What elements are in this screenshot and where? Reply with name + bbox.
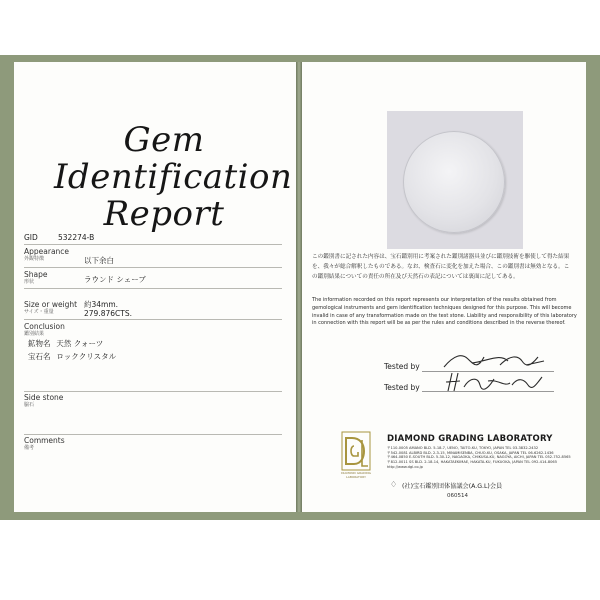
tested-by-label: Tested by [384, 362, 420, 371]
shape-value: ラウンド シェーブ [84, 275, 146, 284]
left-page [14, 62, 296, 512]
conclusion-row [28, 352, 116, 361]
divider [24, 244, 282, 245]
title-line: Gem [123, 120, 205, 160]
comments-label-jp: 備考 [24, 445, 35, 451]
weight-value: 279.876CTS. [84, 309, 132, 318]
report-title [54, 120, 293, 234]
shape-label: Shape [24, 270, 48, 279]
address-line: http://www.dgl.co.jp [387, 464, 423, 469]
tested-by-label: Tested by [384, 383, 420, 392]
logo-text: DIAMOND GRADING LABORATORY [341, 471, 371, 479]
report-code: 060514 [447, 493, 468, 499]
shape-label-jp: 形状 [24, 279, 35, 285]
conclusion-key: 宝石名 [28, 352, 51, 361]
size-weight-label: Size or weight [24, 300, 78, 309]
conclusion-key: 鉱物名 [28, 339, 51, 348]
divider [24, 319, 282, 320]
size-weight-label-jp: サイズ・重量 [24, 309, 54, 315]
divider [24, 391, 282, 392]
signature-2 [438, 369, 550, 393]
side-stone-label-jp: 脇石 [24, 402, 35, 408]
agl-membership: (社)宝石鑑別団体協議会(A.G.L)会員 [402, 483, 503, 490]
address-line: 〒812-0011 SS BLD. 2-18-14, HAKATAEKIMAE, HAKATA-KU, FUKUOKA, JAPAN TEL 092-414-8065 [387, 460, 557, 465]
address-line: 〒542-0081 ALBIRD BLD. 2-3-15, MINAMISENBA, CHUO-KU, OSAKA, JAPAN TEL 06-6262-1436 [387, 450, 554, 455]
signature-line [422, 391, 554, 392]
lab-name: DIAMOND GRADING LABORATORY [387, 434, 553, 444]
appearance-value: 以下余白 [84, 256, 114, 265]
appearance-label-jp: 外観特徴 [24, 256, 45, 262]
conclusion-value: ロッククリスタル [56, 352, 117, 361]
divider [24, 288, 282, 289]
disclaimer-en: The information recorded on this report represents our interpretation of the results obtained from gemological instruments and gem identification techniques designed for this purpose. This will become invalid in case of any transformation made on the test stone. Liability and responsibility of this laboratory in connection with this report will be as per the rules and conditions described in the reverse thereof. [312, 297, 577, 327]
title-line: Identification [54, 157, 293, 197]
shape-field [24, 270, 279, 285]
address-line: 〒110-0005 AMANO BLD. 5-18-7, UENO, TAITO-KU, TOKYO, JAPAN TEL 03-3832-2432 [387, 446, 539, 450]
comments-label: Comments [24, 436, 65, 445]
appearance-field [24, 247, 279, 265]
disclaimer-jp: この鑑別書に記された内容は、宝石鑑別用に考案された鑑別諸器具並びに鑑別技術を駆使して得た結果を、我々が総合解釈したものである。なお、検査石に変化を加えた場合、この鑑別書は無効となる。この鑑別結果についての責任の所在及び天然石の表記については裏面に記してある。 [312, 254, 570, 280]
conclusion-field [24, 322, 279, 337]
diamond-icon: ♢ [390, 480, 398, 489]
divider [24, 267, 282, 268]
comments-field [24, 436, 279, 451]
lab-address [387, 446, 577, 470]
dgl-logo [340, 430, 372, 474]
size-value: 約34mm. [84, 300, 119, 309]
side-stone-label: Side stone [24, 393, 64, 402]
gid-label: GID [24, 233, 38, 242]
divider [24, 434, 282, 435]
title-line: Report [103, 194, 225, 234]
gem-stone-image [403, 131, 505, 233]
gem-photo [387, 111, 523, 249]
size-weight-field [24, 300, 279, 318]
conclusion-row [28, 339, 103, 348]
gid-value: 532274-B [58, 233, 95, 242]
conclusion-label: Conclusion [24, 322, 65, 331]
address-line: 〒464-0850 E-SOUTH BLD. 5-30-12, NAGAOKA, CHIKUSA-KU, NAGOYA, AICHI, JAPAN TEL 052-752-8565 [387, 455, 571, 460]
side-stone-field [24, 393, 279, 408]
conclusion-value: 天然 クォーツ [56, 339, 104, 348]
conclusion-label-jp: 鑑別結果 [24, 331, 45, 337]
appearance-label: Appearance [24, 247, 70, 256]
right-page [302, 62, 586, 512]
